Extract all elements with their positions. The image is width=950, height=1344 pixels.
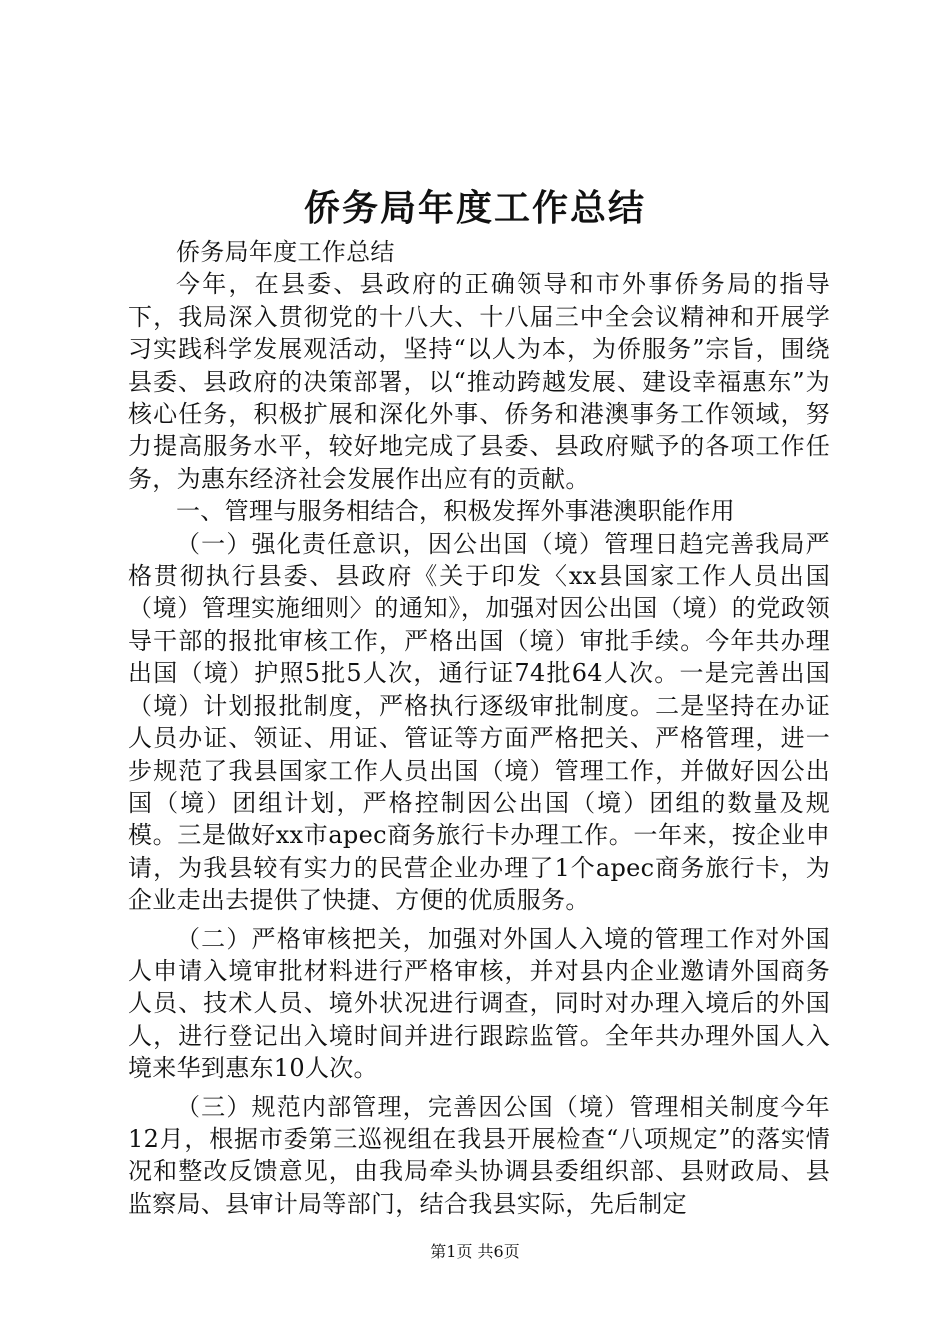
paragraph-item-2: （二）严格审核把关，加强对外国人入境的管理工作对外国人申请入境审批材料进行严格审核，并对县内企业邀请外国商务人员、技术人员、境外状况进行调查，同时对办理入境后的外国人，进行登记出入境时间并进行跟踪监管。全年共办理外国人入境来华到惠东10人次。 [128,924,830,1083]
document-title: 侨务局年度工作总结 [303,188,646,229]
section-heading-1: 一、管理与服务相结合，积极发挥外事港澳职能作用 [176,497,735,526]
intro-paragraph: 今年，在县委、县政府的正确领导和市外事侨务局的指导下，我局深入贯彻党的十八大、十八届三中全会议精神和开展学习实践科学发展观活动，坚持“以人为本，为侨服务”宗旨，围绕县委、县政府的决策部署，以“推动跨越发展、建设幸福惠东”为核心任务，积极扩展和深化外事、侨务和港澳事务工作领域，努力提高服务水平，较好地完成了县委、县政府赋予的各项工作任务，为惠东经济社会发展作出应有的贡献。 [128,270,830,493]
subtitle-paragraph: 侨务局年度工作总结 [176,238,395,266]
page-number-footer: 第1页 共6页 [430,1242,520,1261]
paragraph-item-3: （三）规范内部管理，完善因公国（境）管理相关制度今年12月，根据市委第三巡视组在我县开展检查“八项规定”的落实情况和整改反馈意见，由我局牵头协调县委组织部、县财政局、县监察局、县审计局等部门，结合我县实际，先后制定 [128,1092,830,1218]
document-body [128,236,830,1220]
paragraph-item-1: （一）强化责任意识，因公出国（境）管理日趋完善我局严格贯彻执行县委、县政府《关于印发〈xx县国家工作人员出国（境）管理实施细则〉的通知》，加强对因公出国（境）的党政领导干部的报批审核工作，严格出国（境）审批手续。今年共办理出国（境）护照5批5人次，通行证74批64人次。一是完善出国（境）计划报批制度，严格执行逐级审批制度。二是坚持在办证人员办证、领证、用证、管证等方面严格把关、严格管理，进一步规范了我县国家工作人员出国（境）管理工作，并做好因公出国（境）团组计划，严格控制因公出国（境）团组的数量及规模。三是做好xx市apec商务旅行卡办理工作。一年来，按企业申请，为我县较有实力的民营企业办理了1个apec商务旅行卡，为企业走出去提供了快捷、方便的优质服务。 [128,529,830,915]
